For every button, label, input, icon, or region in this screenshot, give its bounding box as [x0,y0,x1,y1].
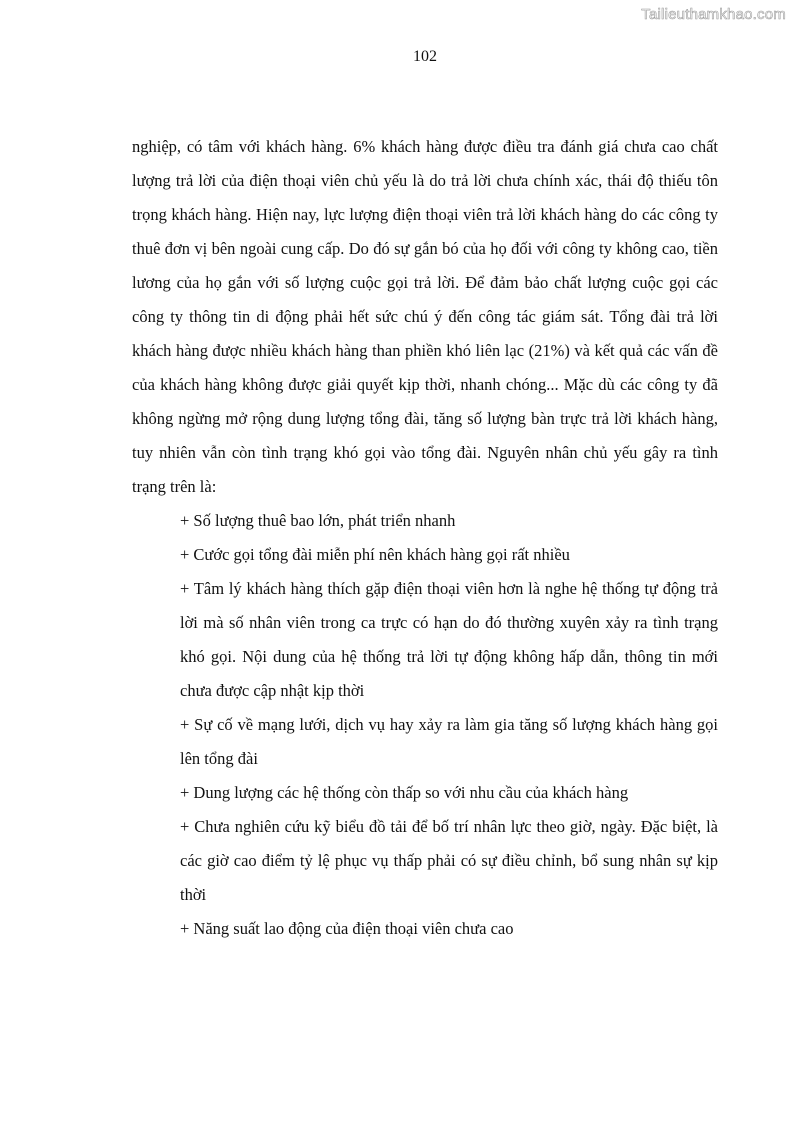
list-item-6: + Chưa nghiên cứu kỹ biểu đồ tải để bố trí nhân lực theo giờ, ngày. Đặc biệt, là các giờ cao điểm tỷ lệ phục vụ thấp phải có sự điều chỉnh, bổ sung nhân sự kịp thời [180,817,718,904]
document-body [132,130,718,946]
list-item-2: + Cước gọi tổng đài miễn phí nên khách hàng gọi rất nhiều [180,545,570,564]
list-item-5: + Dung lượng các hệ thống còn thấp so với nhu cầu của khách hàng [180,783,629,802]
page-number: 102 [413,48,437,65]
list-item-1: + Số lượng thuê bao lớn, phát triển nhanh [180,511,456,530]
list-item-3: + Tâm lý khách hàng thích gặp điện thoại viên hơn là nghe hệ thống tự động trả lời mà số nhân viên trong ca trực có hạn do đó thường xuyên xảy ra tình trạng khó gọi. Nội dung của hệ thống trả lời tự động không hấp dẫn, thông tin mới chưa được cập nhật kịp thời [180,579,718,700]
site-watermark: Tailieuthamkhao.com [641,6,786,23]
list-item-7: + Năng suất lao động của điện thoại viên chưa cao [180,919,514,938]
list-item-4: + Sự cố về mạng lưới, dịch vụ hay xảy ra làm gia tăng số lượng khách hàng gọi lên tổng đài [180,715,718,768]
body-paragraph: nghiệp, có tâm với khách hàng. 6% khách hàng được điều tra đánh giá chưa cao chất lượng trả lời của điện thoại viên chủ yếu là do trả lời chưa chính xác, thái độ thiếu tôn trọng khách hàng. Hiện nay, lực lượng điện thoại viên trả lời khách hàng do các công ty thuê đơn vị bên ngoài cung cấp. Do đó sự gắn bó của họ đối với công ty không cao, tiền lương của họ gắn với số lượng cuộc gọi trả lời. Để đảm bảo chất lượng cuộc gọi các công ty thông tin di động phải hết sức chú ý đến công tác giám sát. Tổng đài trả lời khách hàng được nhiều khách hàng than phiền khó liên lạc (21%) và kết quả các vấn đề của khách hàng không được giải quyết kịp thời, nhanh chóng... Mặc dù các công ty đã không ngừng mở rộng dung lượng tổng đài, tăng số lượng bàn trực trả lời khách hàng, tuy nhiên vẫn còn tình trạng khó gọi vào tổng đài. Nguyên nhân chủ yếu gây ra tình trạng trên là: [132,137,718,496]
